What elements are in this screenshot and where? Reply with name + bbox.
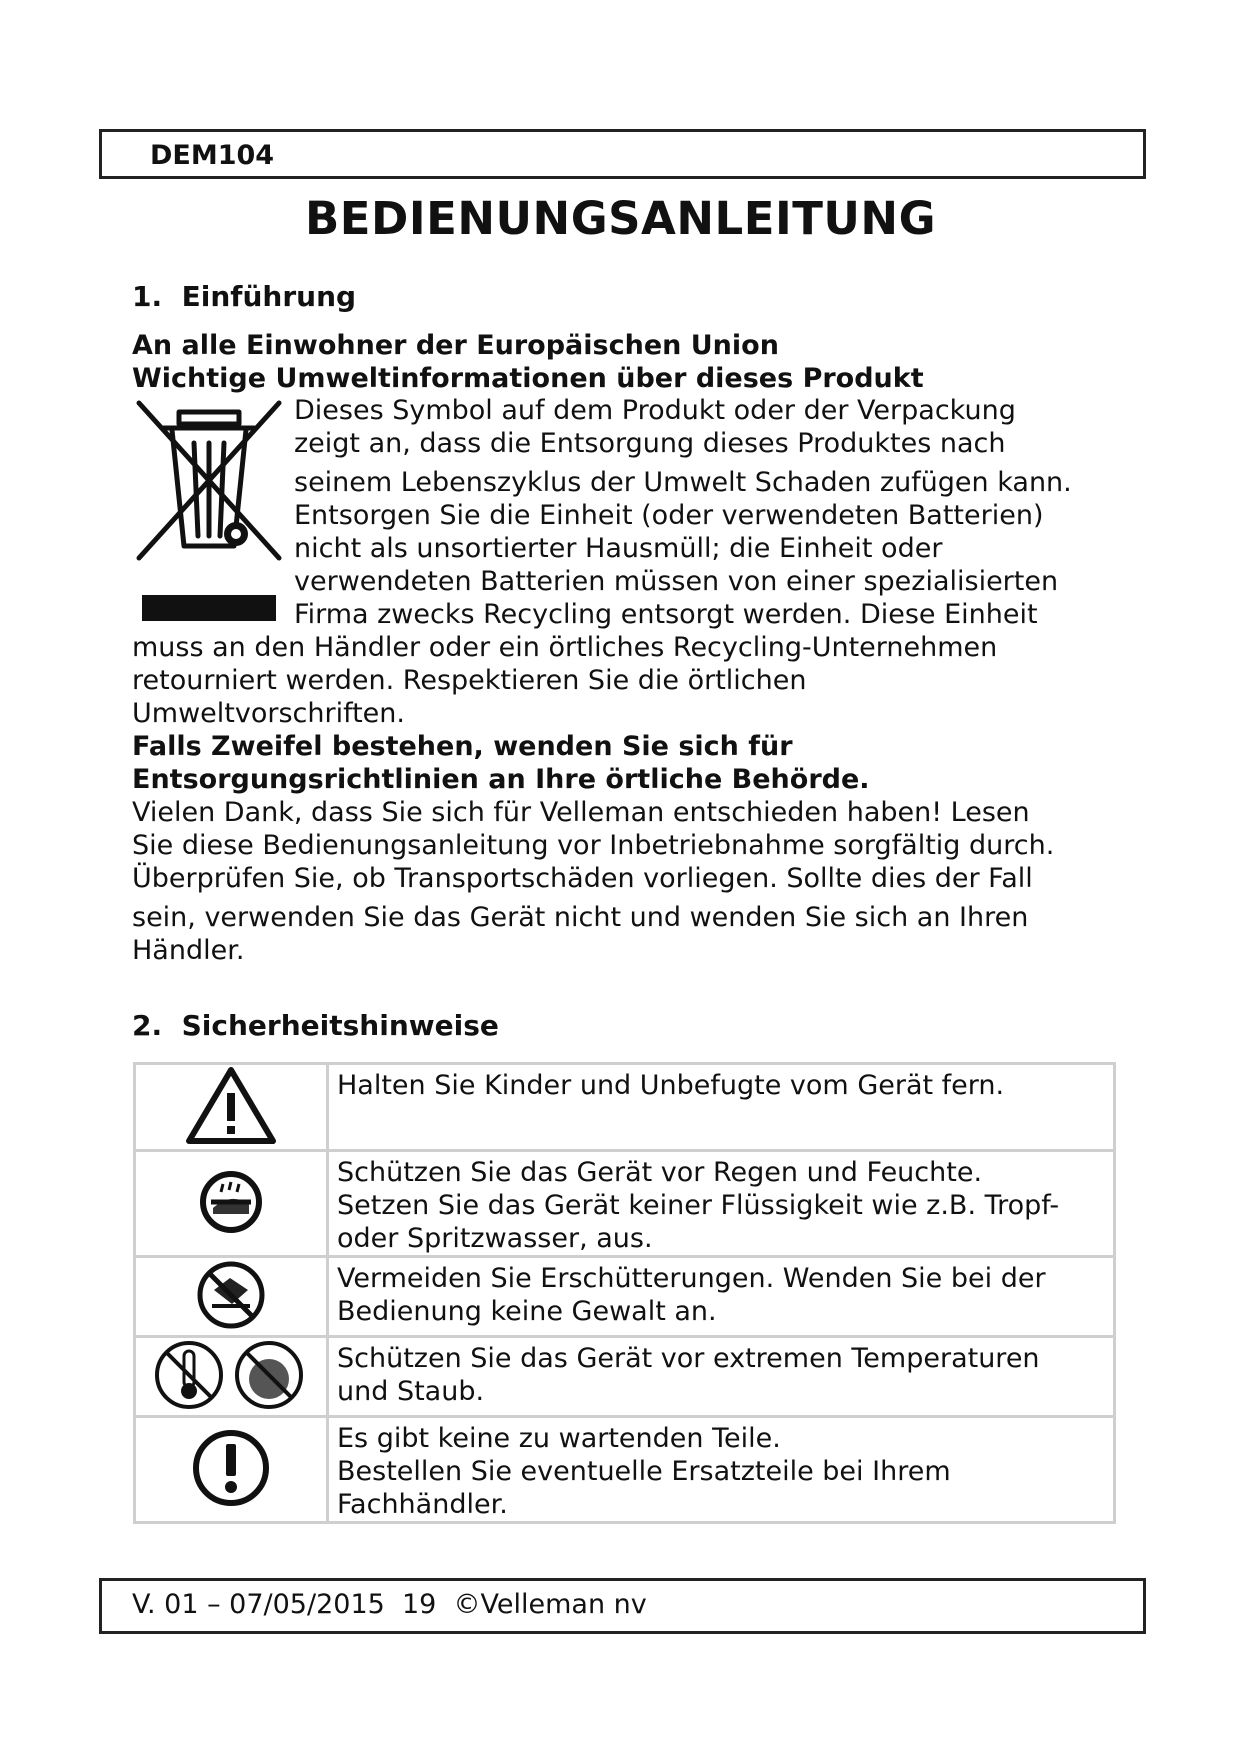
safety-text: Bedienung keine Gewalt an. bbox=[337, 1296, 717, 1327]
thanks-line: Händler. bbox=[132, 935, 245, 966]
weee-text-line: verwendeten Batterien müssen von einer spezialisierten bbox=[294, 566, 1059, 597]
disposal-note-line: Entsorgungsrichtlinien an Ihre örtliche Behörde. bbox=[132, 764, 870, 795]
warning-triangle-icon bbox=[185, 1065, 277, 1145]
thanks-line: sein, verwenden Sie das Gerät nicht und wenden Sie sich an Ihren bbox=[132, 902, 1029, 933]
thanks-line: Überprüfen Sie, ob Transportschäden vorliegen. Sollte dies der Fall bbox=[132, 863, 1033, 894]
safety-row bbox=[135, 1337, 1115, 1417]
safety-text: Vermeiden Sie Erschütterungen. Wenden Sie bei der bbox=[337, 1263, 1046, 1294]
no-water-icon bbox=[199, 1170, 263, 1234]
safety-text: oder Spritzwasser, aus. bbox=[337, 1223, 653, 1254]
no-temperature-dust-icon bbox=[153, 1339, 309, 1411]
weee-text-line: Dieses Symbol auf dem Produkt oder der Verpackung bbox=[294, 395, 1016, 426]
safety-text: Halten Sie Kinder und Unbefugte vom Gerät fern. bbox=[337, 1070, 1005, 1101]
safety-text: Schützen Sie das Gerät vor extremen Temperaturen bbox=[337, 1343, 1040, 1374]
safety-row bbox=[135, 1417, 1115, 1523]
footer bbox=[132, 1589, 647, 1620]
section-2-heading: 2. Sicherheitshinweise bbox=[132, 1009, 499, 1042]
safety-table bbox=[133, 1062, 1116, 1524]
weee-text-line: Umweltvorschriften. bbox=[132, 698, 405, 729]
weee-text-line: Entsorgen Sie die Einheit (oder verwendeten Batterien) bbox=[294, 500, 1044, 531]
weee-bin-icon bbox=[134, 398, 284, 628]
footer-copyright: ©Velleman nv bbox=[453, 1589, 647, 1620]
eu-line-1: An alle Einwohner der Europäischen Union bbox=[132, 330, 779, 361]
thanks-line: Sie diese Bedienungsanleitung vor Inbetriebnahme sorgfältig durch. bbox=[132, 830, 1055, 861]
footer-version: V. 01 – 07/05/2015 bbox=[132, 1589, 385, 1620]
safety-row bbox=[135, 1064, 1115, 1151]
footer-page-number: 19 bbox=[401, 1589, 437, 1620]
section-1-heading: 1. Einführung bbox=[132, 280, 357, 313]
weee-text-line: zeigt an, dass die Entsorgung dieses Produktes nach bbox=[294, 428, 1006, 459]
safety-text: Schützen Sie das Gerät vor Regen und Feuchte. bbox=[337, 1157, 983, 1188]
safety-text: und Staub. bbox=[337, 1376, 485, 1407]
page-title: BEDIENUNGSANLEITUNG bbox=[304, 192, 937, 245]
disposal-note-line: Falls Zweifel bestehen, wenden Sie sich für bbox=[132, 731, 793, 762]
weee-text-line: Firma zwecks Recycling entsorgt werden. Diese Einheit bbox=[294, 599, 1038, 630]
safety-text: Fachhändler. bbox=[337, 1489, 508, 1520]
weee-text-line: retourniert werden. Respektieren Sie die örtlichen bbox=[132, 665, 807, 696]
thanks-line: Vielen Dank, dass Sie sich für Velleman entschieden haben! Lesen bbox=[132, 797, 1030, 828]
exclamation-circle-icon bbox=[191, 1428, 271, 1508]
model-number: DEM104 bbox=[150, 140, 275, 171]
safety-text: Es gibt keine zu wartenden Teile. bbox=[337, 1423, 781, 1454]
weee-text-line: muss an den Händler oder ein örtliches Recycling-Unternehmen bbox=[132, 632, 998, 663]
weee-text-line: nicht als unsortierter Hausmüll; die Einheit oder bbox=[294, 533, 943, 564]
eu-line-2: Wichtige Umweltinformationen über dieses Produkt bbox=[132, 363, 924, 394]
safety-row bbox=[135, 1257, 1115, 1337]
safety-row bbox=[135, 1151, 1115, 1257]
safety-text: Bestellen Sie eventuelle Ersatzteile bei Ihrem bbox=[337, 1456, 951, 1487]
safety-text: Setzen Sie das Gerät keiner Flüssigkeit wie z.B. Tropf- bbox=[337, 1190, 1060, 1221]
weee-text-line: seinem Lebenszyklus der Umwelt Schaden zufügen kann. bbox=[294, 467, 1072, 498]
no-shock-icon bbox=[196, 1260, 266, 1330]
